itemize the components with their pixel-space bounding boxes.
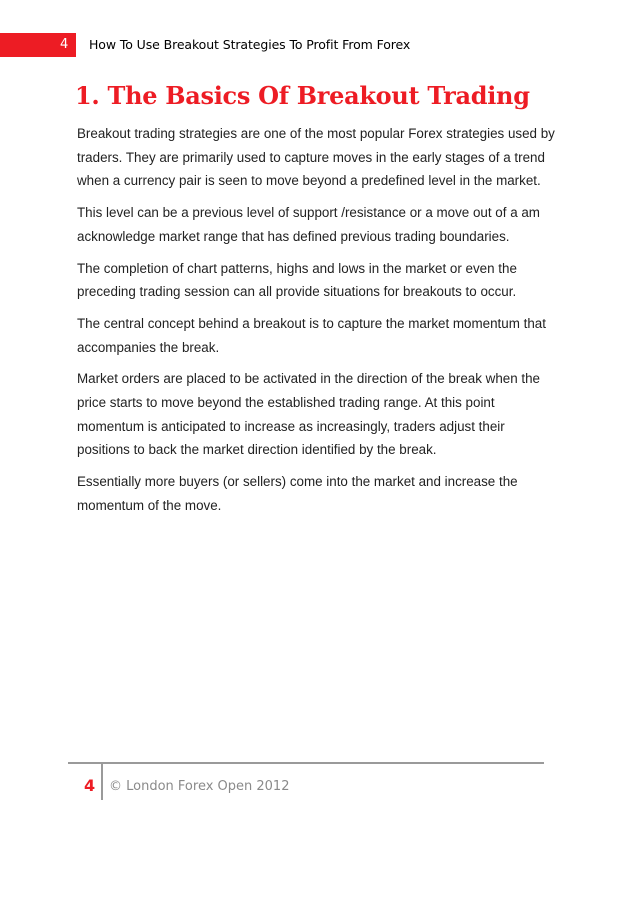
paragraph: Essentially more buyers (or sellers) come into the market and increase the momentum of the move. [77, 474, 518, 513]
header-page-number: 4 [60, 37, 69, 52]
footer-divider [101, 764, 103, 800]
footer-page-number: 4 [84, 776, 96, 795]
paragraph: The completion of chart patterns, highs and lows in the market or even the preceding trading session can all provide situations for breakouts to occur. [77, 260, 517, 300]
header-document-title: How To Use Breakout Strategies To Profit From Forex [89, 37, 411, 52]
footer-rule [68, 762, 544, 764]
footer-copyright: © London Forex Open 2012 [109, 779, 290, 794]
paragraph: Breakout trading strategies are one of the most popular Forex strategies used by traders. They are primarily used to capture moves in the early stages of a trend when a currency pair is seen to move beyond a predefined level in the market. [77, 126, 555, 189]
paragraph: Market orders are placed to be activated in the direction of the break when the price starts to move beyond the established trading range. At this point momentum is anticipated to increase as increasingly, traders adjust their positions to back the market direction identified by the break. [77, 371, 540, 458]
paragraph: The central concept behind a breakout is to capture the market momentum that accompanies the break. [77, 315, 546, 355]
paragraph: This level can be a previous level of support /resistance or a move out of a am acknowledge market range that has defined previous trading boundaries. [77, 205, 540, 244]
section-heading: 1. The Basics Of Breakout Trading [75, 81, 530, 110]
body-text [77, 122, 561, 526]
